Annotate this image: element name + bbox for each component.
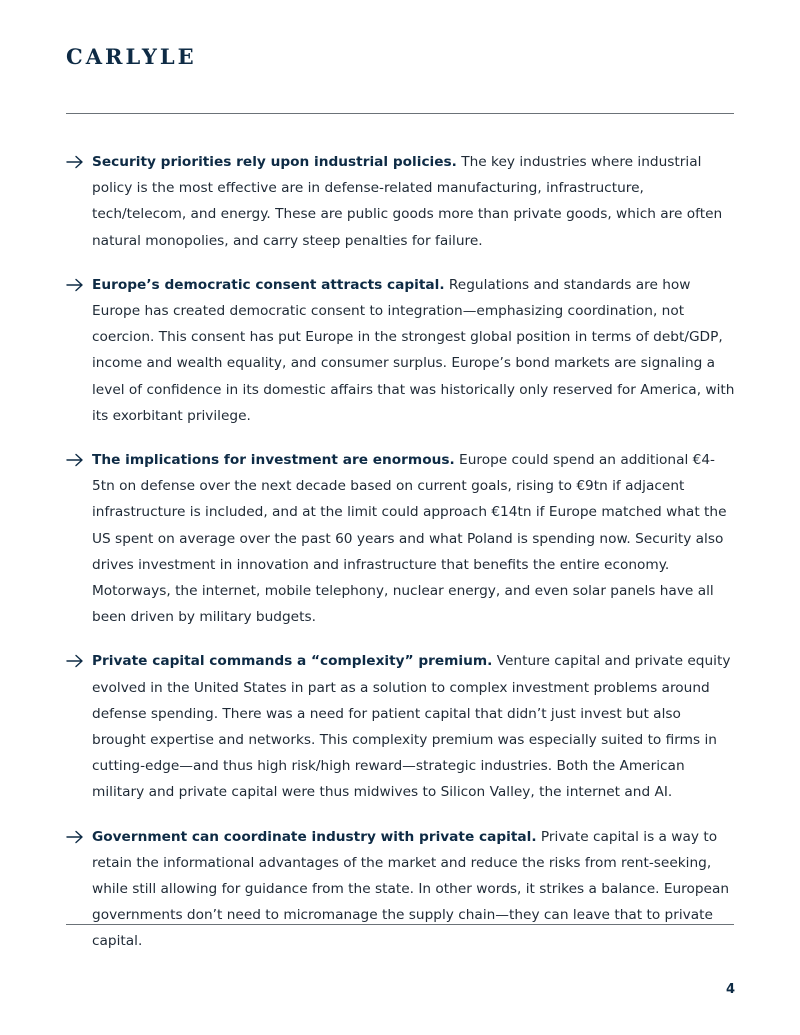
bullet-lead: Private capital commands a “complexity” premium. — [92, 653, 493, 670]
bullet-lead: Government can coordinate industry with private capital. — [92, 828, 537, 845]
bullet-text — [92, 149, 736, 254]
bullet-item-security-priorities — [66, 149, 736, 254]
arrow-right-icon — [66, 453, 84, 467]
bullet-item-government-coordination — [66, 824, 736, 955]
bullet-list — [66, 149, 736, 973]
bullet-body: Venture capital and private equity evolved in the United States in part as a solution to complex investment problems around defense spending. There was a need for patient capital that didn’t just invest but also brought expertise and networks. This complexity premium was especially suited to firms in cutting-edge—and thus high risk/high reward—strategic industries. Both the American military and private capital were thus midwives to Silicon Valley, the internet and AI. — [92, 653, 731, 801]
bullet-item-complexity-premium — [66, 648, 736, 805]
arrow-right-icon — [66, 278, 84, 292]
bullet-text — [92, 447, 736, 630]
bullet-text — [92, 272, 736, 429]
bullet-body: Europe could spend an additional €4-5tn on defense over the next decade based on current goals, rising to €9tn if adjacent infrastructure is included, and at the limit could approach €14tn if Europe matched what the US spent on average over the past 60 years and what Poland is spending now. Security also drives investment in innovation and infrastructure that benefits the entire economy. Motorways, the internet, mobile telephony, nuclear energy, and even solar panels have all been driven by military budgets. — [92, 452, 727, 626]
bullet-lead: The implications for investment are enormous. — [92, 452, 455, 469]
arrow-right-icon — [66, 654, 84, 668]
bullet-body: The key industries where industrial policy is the most effective are in defense-related manufacturing, infrastructure, tech/telecom, and energy. These are public goods more than private goods, which are often natural monopolies, and carry steep penalties for failure. — [92, 154, 723, 249]
bullet-item-democratic-consent — [66, 272, 736, 429]
bottom-divider — [66, 924, 734, 925]
carlyle-logo: CARLYLE — [66, 44, 197, 69]
bullet-body: Private capital is a way to retain the informational advantages of the market and reduce the risks from rent-seeking, while still allowing for guidance from the state. In other words, it strikes a balance. European governments don’t need to micromanage the supply chain—they can leave that to private capital. — [92, 828, 730, 950]
arrow-right-icon — [66, 155, 84, 169]
arrow-right-icon — [66, 830, 84, 844]
bullet-text — [92, 824, 736, 955]
bullet-lead: Security priorities rely upon industrial policies. — [92, 154, 457, 170]
bullet-lead: Europe’s democratic consent attracts capital. — [92, 276, 445, 293]
page-number: 4 — [725, 982, 735, 997]
bullet-body: Regulations and standards are how Europe has created democratic consent to integration—emphasizing coordination, not coercion. This consent has put Europe in the strongest global position in terms of debt/GDP, income and wealth equality, and consumer surplus. Europe’s bond markets are signaling a level of confidence in its domestic affairs that was historically only reserved for America, with its exorbitant privilege. — [92, 276, 735, 424]
top-divider — [66, 113, 734, 114]
bullet-text — [92, 648, 736, 805]
bullet-item-investment-implications — [66, 447, 736, 630]
